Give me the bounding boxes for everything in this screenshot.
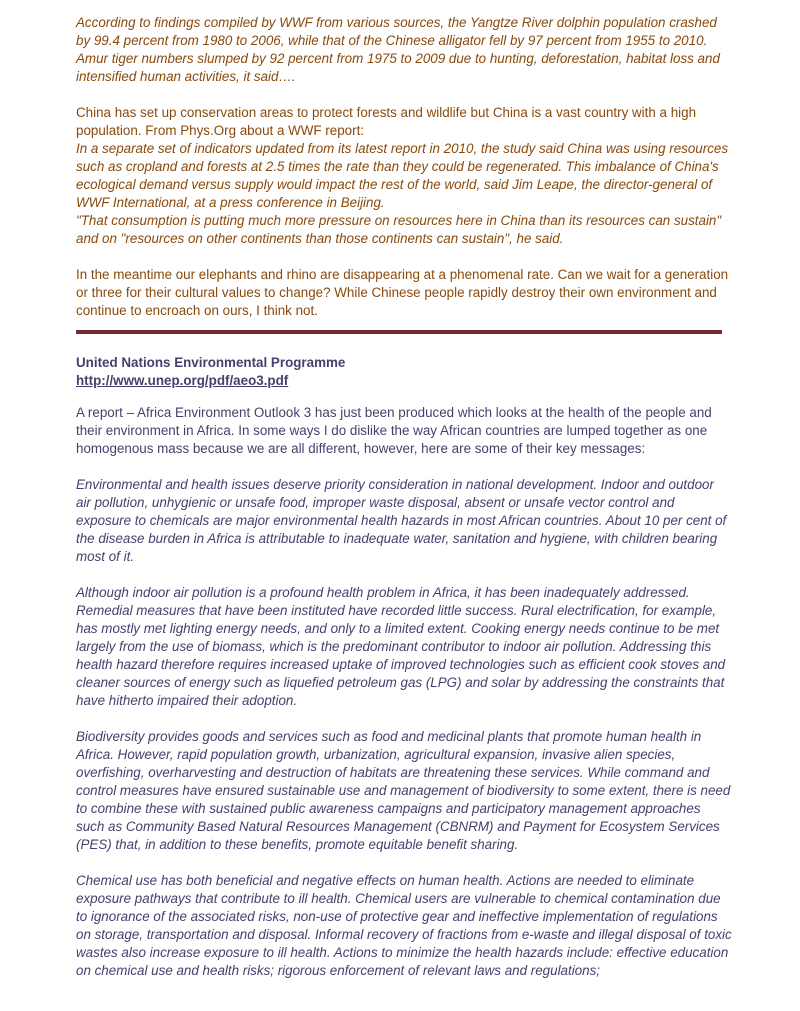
- unep-intro-paragraph: A report – Africa Environment Outlook 3 has just been produced which looks at the health of the people and their environment in Africa. In some ways I do dislike the way African countries are lumped together as one homogenous mass because we are all different, however, here are some of their key messages:: [76, 405, 712, 456]
- wwf-quote-resource-use: In a separate set of indicators updated from its latest report in 2010, the study said China was using resources such as cropland and forests at 2.5 times the rate than they could be regenerated. This imbalance of China's ecological demand versus supply would impact the rest of the world, said Jim Leape, the director-general of WWF International, at a press conference in Beijing.: [76, 141, 729, 210]
- document-page: [76, 14, 732, 980]
- unep-report-link[interactable]: http://www.unep.org/pdf/aeo3.pdf: [76, 373, 289, 388]
- wwf-quote-species-decline: According to findings compiled by WWF from various sources, the Yangtze River dolphin population crashed by 99.4 percent from 1980 to 2006, while that of the Chinese alligator fell by 97 percent from 1955 to 2010. Amur tiger numbers slumped by 92 percent from 1975 to 2009 due to hunting, deforestation, habitat loss and intensified human activities, it said….: [76, 15, 720, 84]
- wwf-intro-paragraph: China has set up conservation areas to protect forests and wildlife but China is a vast country with a high population. From Phys.Org about a WWF report:: [76, 105, 697, 138]
- unep-message-biodiversity: Biodiversity provides goods and services such as food and medicinal plants that promote human health in Africa. However, rapid population growth, urbanization, agricultural expansion, invasive alien species, overfishing, overharvesting and destruction of habitats are threatening these services. While command and control measures have ensured sustainable use and management of biodiversity to some extent, there is need to combine these with sustained public awareness campaigns and participatory management approaches such as Community Based Natural Resources Management (CBNRM) and Payment for Ecosystem Services (PES) that, in addition to these benefits, promote equitable benefit sharing.: [76, 729, 731, 852]
- wwf-conclusion-paragraph: In the meantime our elephants and rhino are disappearing at a phenomenal rate. Can we wait for a generation or three for their cultural values to change? While Chinese people rapidly destroy their own environment and continue to encroach on ours, I think not.: [76, 267, 729, 318]
- unep-heading: United Nations Environmental Programme: [76, 355, 346, 370]
- unep-message-indoor-air: Although indoor air pollution is a profound health problem in Africa, it has been inadequately addressed. Remedial measures that have been instituted have recorded little success. Rural electrification, for example, has mostly met lighting energy needs, and only to a limited extent. Cooking energy needs continue to be met largely from the use of biomass, which is the predominant contributor to indoor air pollution. Addressing this health hazard therefore requires increased uptake of improved technologies such as efficient cook stoves and cleaner sources of energy such as liquefied petroleum gas (LPG) and solar by addressing the constraints that have hitherto impaired their adoption.: [76, 585, 726, 708]
- unep-message-health: Environmental and health issues deserve priority consideration in national development. Indoor and outdoor air pollution, unhygienic or unsafe food, improper waste disposal, absent or unsafe vector control and exposure to chemicals are major environmental health hazards in most African countries. About 10 per cent of the disease burden in Africa is attributable to inadequate water, sanitation and hygiene, with children bearing most of it.: [76, 477, 727, 564]
- wwf-quote-consumption: "That consumption is putting much more pressure on resources here in China than its resources can sustain" and on "resources on other continents than those continents can sustain", he said.: [76, 213, 722, 246]
- unep-message-chemicals: Chemical use has both beneficial and negative effects on human health. Actions are needed to eliminate exposure pathways that contribute to ill health. Chemical users are vulnerable to chemical contamination due to ignorance of the associated risks, non-use of protective gear and ineffective implementation of regulations on storage, transportation and disposal. Informal recovery of fractions from e-waste and illegal disposal of toxic wastes also increase exposure to ill health. Actions to minimize the health hazards include: effective education on chemical use and health risks; rigorous enforcement of relevant laws and regulations;: [76, 873, 732, 978]
